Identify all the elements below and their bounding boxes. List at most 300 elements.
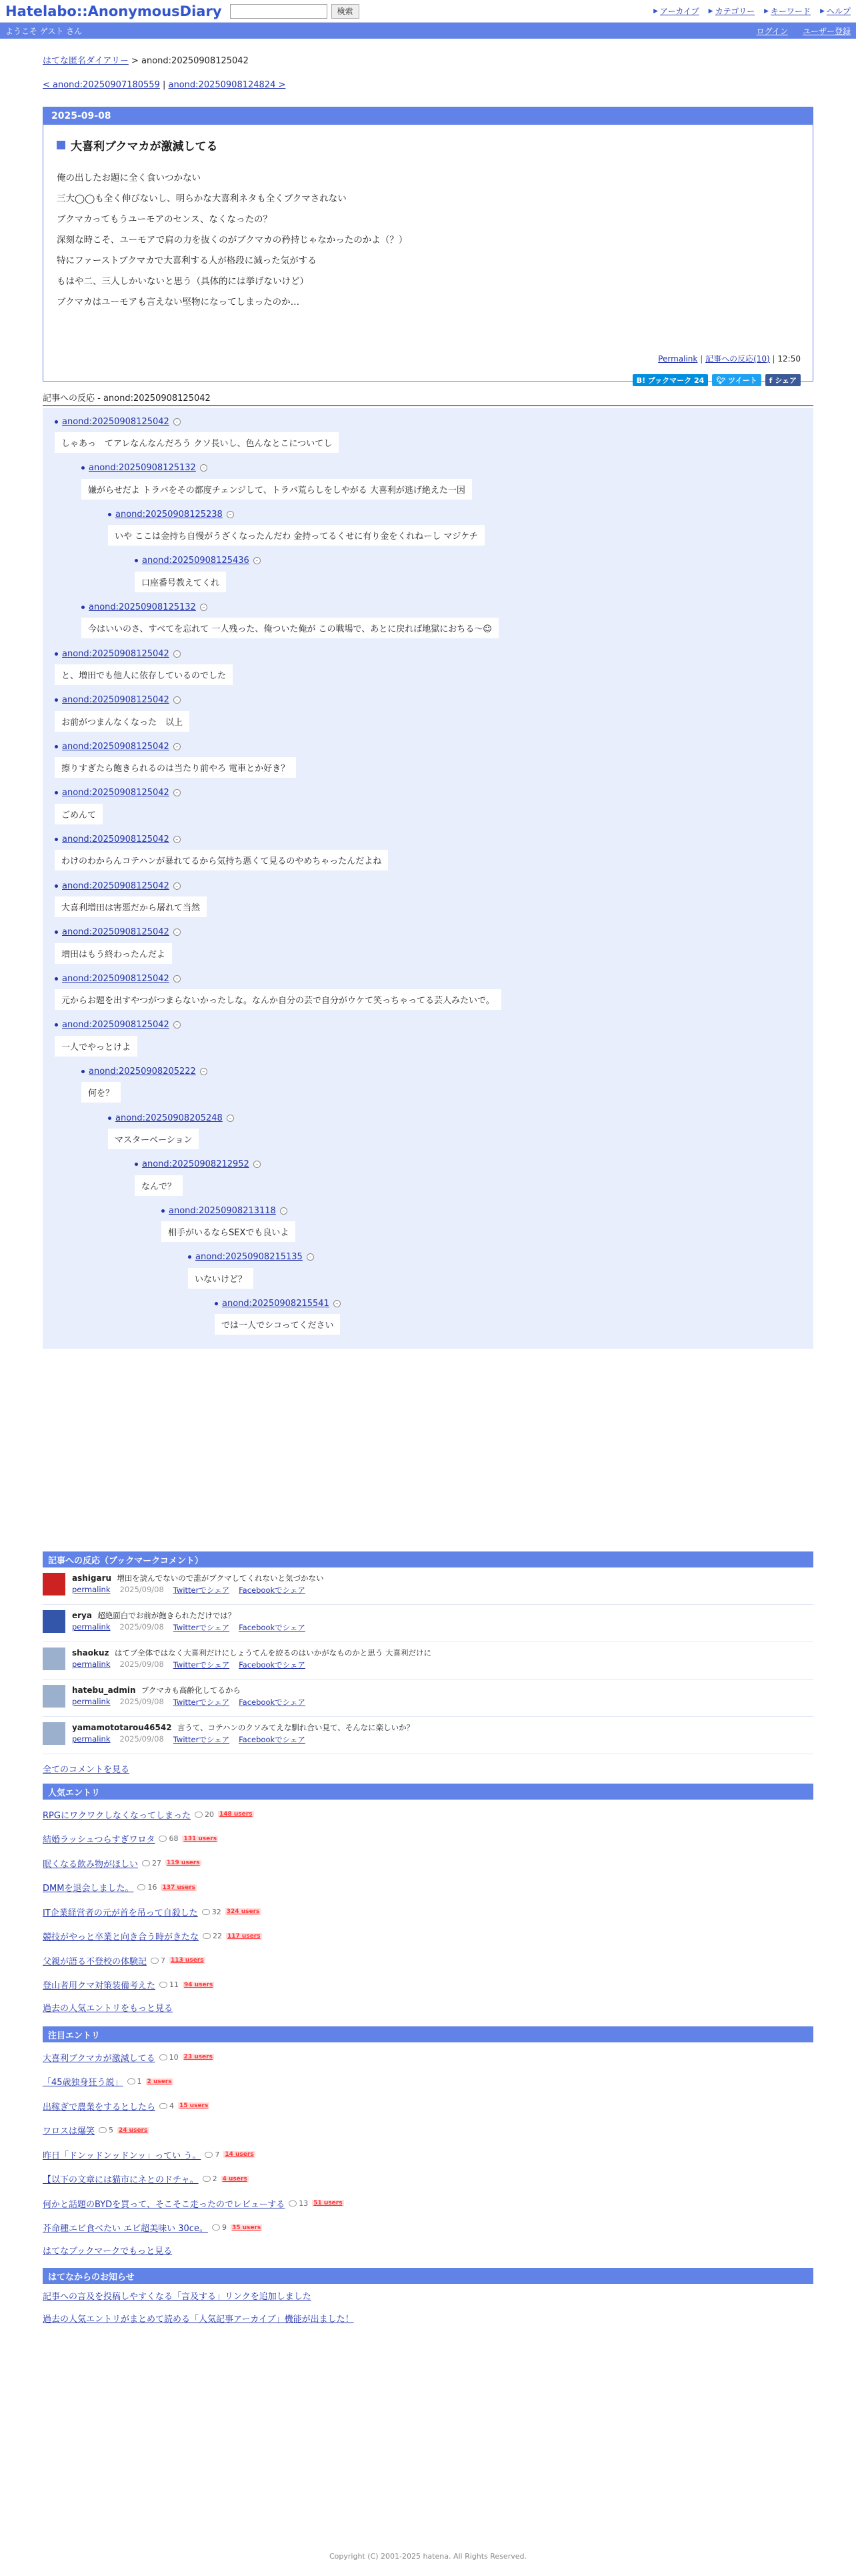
comment-count-value: 7 bbox=[215, 2150, 220, 2159]
reaction-node bbox=[55, 647, 233, 685]
comment-permalink[interactable]: permalink bbox=[72, 1622, 111, 1632]
entry-list-link[interactable]: 昨日「ドンッドンッドンッ」ってい う。 bbox=[43, 2150, 201, 2161]
entry-line: 特にファーストブクマカで大喜利する人が格段に減った気がする bbox=[57, 255, 317, 266]
hatena-bookmark-button[interactable]: B! ブックマーク 24 bbox=[633, 374, 709, 386]
bullet-icon bbox=[55, 420, 58, 424]
bookmark-comments bbox=[43, 1551, 813, 1775]
entry-list-item bbox=[43, 1900, 813, 1924]
avatar[interactable] bbox=[43, 1573, 65, 1595]
triangle-icon: ▶ bbox=[708, 7, 713, 15]
comment-count-value: 22 bbox=[213, 1932, 223, 1941]
comment-user[interactable]: yamamototarou46542 bbox=[72, 1723, 172, 1732]
expand-icon[interactable]: – bbox=[173, 882, 181, 890]
reaction-id-link[interactable]: anond:20250908125436 bbox=[142, 556, 249, 566]
users-badge[interactable]: 51 users bbox=[313, 2200, 343, 2207]
reaction-text: マスターベーション bbox=[108, 1129, 199, 1149]
bullet-icon bbox=[55, 884, 58, 888]
reaction-id-link[interactable]: anond:20250908125132 bbox=[89, 463, 196, 474]
comment-count[interactable] bbox=[203, 1932, 222, 1940]
bullet-icon bbox=[55, 745, 58, 748]
comment-count[interactable] bbox=[212, 2223, 227, 2232]
reaction-node bbox=[135, 554, 261, 592]
entry-list-item bbox=[43, 2118, 813, 2143]
expand-icon[interactable]: – bbox=[253, 557, 261, 564]
comment-count-value: 11 bbox=[169, 1980, 179, 1990]
comment-user[interactable]: ashigaru bbox=[72, 1573, 112, 1583]
bullet-icon bbox=[55, 791, 58, 794]
expand-icon[interactable]: – bbox=[200, 1068, 207, 1075]
reaction-head bbox=[55, 694, 189, 707]
entry-line: もはや二、三人しかいないと思う（具体的には挙げないけど） bbox=[57, 276, 309, 287]
expand-icon[interactable]: – bbox=[173, 975, 181, 983]
comment-facebook-share[interactable]: Facebookでシェア bbox=[239, 1698, 305, 1707]
entry-list-link[interactable]: RPGにワクワクしなくなってしまった bbox=[43, 1810, 191, 1821]
reactions-label: 記事への反応 - anond:20250908125042 bbox=[43, 391, 813, 406]
avatar[interactable] bbox=[43, 1685, 65, 1708]
comment-count-value: 32 bbox=[211, 1907, 221, 1916]
reaction-text: お前がつまんなくなった 以上 bbox=[55, 711, 189, 732]
comment-count[interactable] bbox=[159, 2102, 174, 2110]
bullet-icon bbox=[55, 930, 58, 934]
bullet-icon bbox=[135, 559, 138, 562]
expand-icon[interactable]: – bbox=[173, 696, 181, 704]
reaction-id-link[interactable]: anond:20250908215541 bbox=[222, 1298, 329, 1309]
reaction-node bbox=[135, 1158, 261, 1196]
nav-archive[interactable] bbox=[653, 5, 699, 17]
entry bbox=[43, 107, 813, 385]
expand-icon[interactable]: – bbox=[227, 1115, 234, 1122]
expand-icon[interactable]: – bbox=[227, 511, 234, 518]
comment-facebook-share[interactable]: Facebookでシェア bbox=[239, 1623, 305, 1632]
reaction-head bbox=[135, 1158, 261, 1171]
entry-list-item bbox=[43, 1876, 813, 1900]
comment-text: 超絶面白でお前が飽きられただけでは？ bbox=[97, 1611, 236, 1620]
comment-count[interactable] bbox=[159, 2053, 179, 2062]
bullet-icon bbox=[55, 838, 58, 841]
users-badge[interactable]: 23 users bbox=[183, 2054, 213, 2061]
triangle-icon: ▶ bbox=[820, 7, 825, 15]
user-bar bbox=[0, 23, 856, 39]
nav-keyword-link[interactable]: キーワード bbox=[771, 7, 811, 16]
speech-bubble-icon bbox=[151, 1958, 159, 1964]
comment-text: 増田を読んでないので誰がブクマしてくれないと気づかない bbox=[117, 1573, 324, 1583]
entry-list-link[interactable]: 登山者用クマ対策装備考えた bbox=[43, 1981, 156, 1992]
users-badge[interactable]: 119 users bbox=[167, 1860, 200, 1867]
comment-twitter-share[interactable]: Twitterでシェア bbox=[173, 1623, 230, 1632]
reaction-text: なんで？ bbox=[135, 1175, 183, 1196]
comment-facebook-share[interactable]: Facebookでシェア bbox=[239, 1660, 305, 1670]
comment-twitter-share[interactable]: Twitterでシェア bbox=[173, 1660, 230, 1670]
bullet-icon bbox=[55, 698, 58, 702]
reactions-link[interactable]: 記事への反応(10) bbox=[705, 354, 770, 364]
reaction-text: と、増田でも他人に依存しているのでした bbox=[55, 664, 233, 685]
reaction-id-link[interactable]: anond:20250908125042 bbox=[62, 416, 169, 427]
reaction-id-link[interactable]: anond:20250908125042 bbox=[62, 973, 169, 984]
comment-permalink[interactable]: permalink bbox=[72, 1734, 111, 1744]
breadcrumb-sep: > bbox=[128, 56, 142, 66]
reaction-text: ごめんて bbox=[55, 804, 103, 824]
avatar[interactable] bbox=[43, 1610, 65, 1633]
speech-bubble-icon bbox=[205, 2152, 213, 2158]
comment-user[interactable]: erya bbox=[72, 1611, 92, 1620]
expand-icon[interactable]: – bbox=[173, 418, 181, 426]
speech-bubble-icon bbox=[159, 2103, 167, 2109]
entry-list-link[interactable]: IT企業経営者の元が首を吊って自殺した bbox=[43, 1908, 198, 1918]
users-badge[interactable]: 15 users bbox=[179, 2102, 209, 2110]
entry-time: 12:50 bbox=[777, 354, 801, 364]
pager-sep: | bbox=[159, 80, 169, 90]
reaction-text: 元からお題を出すやつがつまらないかったしな。なんか自分の芸で自分がウケて笑っちゃってる芸人みたいで。 bbox=[55, 989, 501, 1010]
top-header bbox=[0, 0, 856, 23]
bookmark-comment bbox=[43, 1680, 813, 1717]
nav-help[interactable] bbox=[820, 5, 851, 17]
nav-category[interactable] bbox=[709, 5, 755, 17]
reaction-head bbox=[55, 415, 339, 428]
reaction-text: 口座番号教えてくれ bbox=[135, 572, 226, 592]
reaction-head bbox=[55, 647, 233, 660]
top-nav bbox=[653, 5, 851, 17]
comment-permalink[interactable]: permalink bbox=[72, 1697, 111, 1706]
facebook-share-button[interactable] bbox=[765, 374, 801, 386]
reaction-head bbox=[135, 554, 261, 568]
entry-list-link[interactable]: 父親が語る不登校の体験記 bbox=[43, 1956, 147, 1967]
triangle-icon: ▶ bbox=[764, 7, 769, 15]
reaction-node bbox=[108, 508, 485, 546]
reaction-id-link[interactable]: anond:20250908125042 bbox=[62, 834, 169, 844]
comment-count[interactable] bbox=[151, 1956, 165, 1965]
speech-bubble-icon bbox=[142, 1860, 150, 1866]
breadcrumb-current: anond:20250908125042 bbox=[141, 56, 249, 66]
reaction-head bbox=[55, 786, 181, 800]
comment-count[interactable] bbox=[203, 2174, 217, 2183]
meta-sep: | bbox=[700, 354, 703, 364]
users-badge[interactable]: 35 users bbox=[231, 2224, 261, 2231]
bullet-icon bbox=[161, 1209, 165, 1213]
comment-count[interactable] bbox=[202, 1908, 221, 1916]
speech-bubble-icon bbox=[202, 1909, 210, 1915]
avatar[interactable] bbox=[43, 1648, 65, 1670]
comment-permalink[interactable]: permalink bbox=[72, 1585, 111, 1594]
comment-date: 2025/09/08 bbox=[119, 1585, 164, 1594]
reaction-node bbox=[55, 1019, 181, 1057]
reaction-head bbox=[55, 832, 388, 846]
comment-count[interactable] bbox=[205, 2150, 219, 2159]
bullet-icon bbox=[108, 513, 111, 516]
entry-list-link[interactable]: 出稼ぎで農業をするとしたら bbox=[43, 2102, 156, 2112]
comment-count[interactable] bbox=[159, 1980, 179, 1989]
comment-count-value: 9 bbox=[221, 2223, 227, 2232]
speech-bubble-icon bbox=[99, 2127, 107, 2133]
hot-entries-header: 人気エントリ bbox=[43, 1784, 813, 1800]
search-input[interactable] bbox=[230, 4, 327, 19]
reaction-id-link[interactable]: anond:20250908213118 bbox=[169, 1205, 276, 1216]
news-header: はてなからのお知らせ bbox=[43, 2268, 813, 2284]
entry-date: 2025-09-08 bbox=[43, 107, 813, 125]
comment-user[interactable]: hatebu_admin bbox=[72, 1686, 136, 1695]
comment-twitter-share[interactable]: Twitterでシェア bbox=[173, 1735, 230, 1744]
twitter-bird-icon: 🐦︎ bbox=[716, 376, 726, 385]
reaction-id-link[interactable]: anond:20250908205222 bbox=[89, 1066, 196, 1077]
expand-icon[interactable]: – bbox=[200, 464, 207, 472]
reaction-head bbox=[81, 462, 472, 475]
speech-bubble-icon bbox=[137, 1884, 145, 1890]
entry-list-item bbox=[43, 2142, 813, 2167]
comment-count-value: 13 bbox=[299, 2198, 309, 2208]
comment-facebook-share[interactable]: Facebookでシェア bbox=[239, 1735, 305, 1744]
bullet-icon bbox=[55, 652, 58, 656]
expand-icon[interactable]: – bbox=[253, 1161, 261, 1168]
entry-list-item bbox=[43, 1948, 813, 1973]
expand-icon[interactable]: – bbox=[173, 789, 181, 796]
reaction-id-link[interactable]: anond:20250908205248 bbox=[115, 1113, 223, 1123]
share-buttons bbox=[633, 374, 801, 386]
reaction-id-link[interactable]: anond:20250908125042 bbox=[62, 1020, 169, 1031]
reaction-head bbox=[188, 1251, 314, 1264]
entry-list-link[interactable]: 競技がやっと卒業と向き合う時がきたな bbox=[43, 1932, 199, 1943]
bullet-icon bbox=[55, 977, 58, 981]
comment-user[interactable]: shaokuz bbox=[72, 1648, 109, 1658]
reaction-head bbox=[81, 1065, 207, 1078]
bullet-icon bbox=[81, 466, 85, 470]
hot-entries bbox=[43, 1784, 813, 2016]
comment-count-value: 10 bbox=[169, 2052, 179, 2062]
expand-icon[interactable]: – bbox=[200, 604, 207, 611]
comment-count[interactable] bbox=[195, 1810, 214, 1819]
reaction-id-link[interactable]: anond:20250908125042 bbox=[62, 880, 169, 891]
next-entry-link[interactable]: anond:20250908124824 > bbox=[168, 80, 286, 90]
speech-bubble-icon bbox=[195, 1812, 203, 1818]
comment-count-value: 7 bbox=[161, 1956, 166, 1965]
entry-meta bbox=[658, 353, 801, 364]
expand-icon[interactable]: – bbox=[173, 836, 181, 843]
entry-list-item bbox=[43, 2045, 813, 2070]
speech-bubble-icon bbox=[159, 2054, 167, 2060]
comment-count-value: 16 bbox=[147, 1883, 157, 1892]
reaction-text: 今はいいのさ、すべてを忘れて 一人残った、俺ついた俺が この戦場で、あとに戻れば地獄におちる〜☺ bbox=[81, 618, 499, 638]
news-item[interactable]: 過去の人気エントリがまとめて読める「人気記事アーカイブ」機能が出ました！ bbox=[43, 2314, 354, 2325]
reaction-text: 擦りすぎたら飽きられるのは当たり前やろ 電車とか好き？ bbox=[55, 757, 296, 778]
reaction-text: わけのわからんコテハンが暴れてるから気持ち悪くて見るのやめちゃったんだよね bbox=[55, 850, 388, 870]
expand-icon[interactable]: – bbox=[333, 1300, 341, 1307]
entry-list-link[interactable]: ワロスは爆笑 bbox=[43, 2126, 95, 2137]
entry-line: 深刻な時こそ、ユーモアで肩の力を抜くのがブクマカの矜持じゃなかったのかよ（？） bbox=[57, 235, 408, 245]
reaction-head bbox=[55, 926, 181, 939]
reaction-id-link[interactable]: anond:20250908125042 bbox=[62, 648, 169, 659]
expand-icon[interactable]: – bbox=[173, 650, 181, 658]
hot-more-link[interactable]: 過去の人気エントリをもっと見る bbox=[43, 2003, 173, 2014]
reaction-id-link[interactable]: anond:20250908125238 bbox=[115, 509, 223, 520]
entry-list-item bbox=[43, 2094, 813, 2118]
entry-list-item bbox=[43, 2167, 813, 2192]
reaction-text: 一人でやっとけよ bbox=[55, 1036, 137, 1057]
reaction-head bbox=[55, 879, 207, 892]
users-badge[interactable]: 148 users bbox=[219, 1811, 253, 1818]
reaction-text: 嫌がらせだよ トラバをその都度チェンジして、トラバ荒らしをしやがる 大喜利が逃げ絶えた一因 bbox=[81, 479, 472, 500]
reaction-id-link[interactable]: anond:20250908125042 bbox=[62, 927, 169, 938]
comment-facebook-share[interactable]: Facebookでシェア bbox=[239, 1585, 305, 1595]
triangle-icon: ▶ bbox=[653, 7, 658, 15]
bullet-icon bbox=[55, 1023, 58, 1027]
entry-list-link[interactable]: DMMを退会しました。 bbox=[43, 1884, 134, 1894]
title-square-icon bbox=[57, 141, 65, 149]
reaction-node bbox=[55, 832, 388, 870]
reaction-head bbox=[215, 1297, 341, 1310]
tweet-button[interactable] bbox=[712, 374, 761, 386]
site-logo[interactable]: Hatelabo::AnonymousDiary bbox=[5, 3, 222, 19]
comment-count[interactable] bbox=[137, 1883, 157, 1892]
speech-bubble-icon bbox=[212, 2224, 220, 2230]
reaction-id-link[interactable]: anond:20250908125132 bbox=[89, 602, 196, 612]
comment-date: 2025/09/08 bbox=[119, 1697, 164, 1706]
speech-bubble-icon bbox=[159, 1982, 167, 1988]
reaction-text: 何を？ bbox=[81, 1082, 121, 1103]
bullet-icon bbox=[108, 1117, 111, 1120]
users-badge[interactable]: 94 users bbox=[184, 1981, 213, 1988]
comment-count[interactable] bbox=[99, 2126, 113, 2134]
entry-line: ブクマカってもうユーモアのセンス、なくなったの？ bbox=[57, 214, 273, 225]
facebook-icon: f bbox=[769, 376, 773, 385]
reaction-node bbox=[55, 926, 181, 964]
nav-category-link[interactable]: カテゴリー bbox=[715, 7, 755, 16]
speech-bubble-icon bbox=[203, 2176, 211, 2182]
entry-list-link[interactable]: 結婚ラッシュつらすぎワロタ bbox=[43, 1835, 155, 1846]
breadcrumb-home[interactable]: はてな匿名ダイアリー bbox=[43, 56, 129, 66]
users-badge[interactable]: 4 users bbox=[222, 2175, 247, 2182]
prev-entry-link[interactable]: < anond:20250907180559 bbox=[43, 80, 160, 90]
register-link[interactable]: ユーザー登録 bbox=[802, 26, 851, 36]
entry-list-item bbox=[43, 2216, 813, 2240]
users-badge[interactable]: 137 users bbox=[162, 1884, 196, 1891]
bullet-icon bbox=[81, 606, 85, 609]
comment-text: 言うて、コテハンのクソみてえな馴れ合い見て、そんなに楽しいか？ bbox=[177, 1723, 415, 1732]
users-badge[interactable]: 2 users bbox=[147, 2078, 172, 2085]
comment-count-value: 20 bbox=[204, 1810, 214, 1819]
reaction-text: では一人でシコってください bbox=[215, 1314, 340, 1335]
users-badge[interactable]: 14 users bbox=[225, 2151, 254, 2158]
bullet-icon bbox=[81, 1070, 85, 1073]
all-comments-link[interactable]: 全てのコメントを見る bbox=[43, 1765, 130, 1775]
reaction-id-link[interactable]: anond:20250908212952 bbox=[142, 1159, 249, 1170]
entry-list-item bbox=[43, 1851, 813, 1876]
reaction-text: いないけど？ bbox=[188, 1268, 253, 1289]
users-badge[interactable]: 131 users bbox=[183, 1835, 217, 1842]
attention-more-link[interactable]: はてなブックマークでもっと見る bbox=[43, 2246, 173, 2257]
bookmark-comment bbox=[43, 1567, 813, 1605]
reaction-node bbox=[55, 972, 501, 1010]
news-item[interactable]: 記事への言及を投稿しやすくなる「言及する」リンクを追加しました bbox=[43, 2291, 311, 2302]
reaction-head bbox=[108, 508, 485, 521]
comment-permalink[interactable]: permalink bbox=[72, 1660, 111, 1669]
pager bbox=[43, 80, 813, 90]
login-link[interactable]: ログイン bbox=[756, 26, 788, 36]
entry-list-link[interactable]: 大喜利ブクマカが激減してる bbox=[43, 2053, 155, 2064]
comment-count[interactable] bbox=[127, 2077, 142, 2086]
reaction-text: 増田はもう終わったんだよ bbox=[55, 943, 172, 964]
entry-title-row bbox=[57, 137, 799, 153]
reaction-id-link[interactable]: anond:20250908125042 bbox=[62, 788, 169, 798]
entry-list-link[interactable]: 芥命種エビ食べたい エビ超美味い 30ce。 bbox=[43, 2224, 208, 2234]
welcome-text: ようこそ ゲスト さん bbox=[5, 26, 83, 36]
reaction-head bbox=[55, 740, 296, 753]
reaction-tree bbox=[43, 408, 813, 1349]
comment-count-value: 27 bbox=[152, 1858, 162, 1868]
comment-count[interactable] bbox=[142, 1859, 161, 1868]
nav-help-link[interactable]: ヘルプ bbox=[826, 7, 851, 16]
comment-count-value: 68 bbox=[169, 1834, 179, 1844]
bullet-icon bbox=[188, 1255, 191, 1259]
entry-list-item bbox=[43, 1973, 813, 1998]
copyright: Copyright (C) 2001-2025 hatena. All Rights Reserved. bbox=[329, 2552, 527, 2561]
reaction-node bbox=[81, 1065, 207, 1103]
entry-line: 三大◯◯も全く伸びないし、明らかな大喜利ネタも全くブクマされない bbox=[57, 193, 347, 204]
entry-list-link[interactable]: 何かと話題のBYDを買って、そこそこ走ったのでレビューする bbox=[43, 2199, 285, 2210]
reaction-node bbox=[215, 1297, 341, 1335]
users-badge[interactable]: 324 users bbox=[226, 1908, 260, 1916]
speech-bubble-icon bbox=[159, 1836, 167, 1842]
nav-keyword[interactable] bbox=[764, 5, 811, 17]
expand-icon[interactable]: – bbox=[173, 1021, 181, 1029]
breadcrumb bbox=[43, 53, 813, 66]
expand-icon[interactable]: – bbox=[173, 743, 181, 750]
hatena-news bbox=[43, 2268, 813, 2329]
reaction-id-link[interactable]: anond:20250908125042 bbox=[62, 741, 169, 752]
speech-bubble-icon bbox=[289, 2200, 297, 2206]
comment-twitter-share[interactable]: Twitterでシェア bbox=[173, 1698, 230, 1707]
expand-icon[interactable]: – bbox=[280, 1207, 287, 1215]
reaction-node bbox=[188, 1251, 314, 1289]
speech-bubble-icon bbox=[127, 2078, 135, 2084]
reaction-text: しゃあっ てアレなんなんだろう クソ長いし、色んなとこについてし bbox=[55, 432, 339, 453]
entry-body bbox=[43, 125, 813, 385]
reaction-node bbox=[108, 1111, 234, 1149]
expand-icon[interactable]: – bbox=[307, 1253, 314, 1261]
users-badge[interactable]: 117 users bbox=[227, 1932, 261, 1940]
search-button[interactable]: 検索 bbox=[331, 4, 359, 19]
bookmark-comments-header: 記事への反応（ブックマークコメント） bbox=[43, 1551, 813, 1567]
entry-list-item bbox=[43, 1924, 813, 1949]
permalink[interactable]: Permalink bbox=[658, 354, 698, 364]
expand-icon[interactable]: – bbox=[173, 928, 181, 936]
reaction-node bbox=[55, 415, 339, 453]
comment-count[interactable] bbox=[289, 2199, 308, 2208]
reaction-id-link[interactable]: anond:20250908215135 bbox=[195, 1252, 303, 1263]
entry-list-link[interactable]: 眠くなる飲み物がほしい bbox=[43, 1859, 139, 1870]
entry-list-item bbox=[43, 1802, 813, 1827]
attention-entries bbox=[43, 2026, 813, 2259]
comment-text: ブクマカも高齢化してるから bbox=[141, 1686, 241, 1695]
bullet-icon bbox=[135, 1163, 138, 1166]
users-badge[interactable]: 113 users bbox=[171, 1957, 204, 1964]
comment-count-value: 1 bbox=[137, 2077, 142, 2086]
reaction-node bbox=[55, 786, 181, 824]
tweet-label: ツイート bbox=[728, 376, 757, 385]
comment-date: 2025/09/08 bbox=[119, 1660, 164, 1669]
entry-list-link[interactable]: 「45歳独身狂う説」 bbox=[43, 2078, 123, 2088]
entry-list-item bbox=[43, 2191, 813, 2216]
comment-date: 2025/09/08 bbox=[119, 1622, 164, 1632]
entry-list-link[interactable]: 【以下の文章には猫市にネとのドチャ。 bbox=[43, 2175, 199, 2186]
nav-archive-link[interactable]: アーカイブ bbox=[659, 7, 699, 16]
comment-count[interactable] bbox=[159, 1834, 178, 1843]
reaction-node bbox=[81, 600, 499, 638]
users-badge[interactable]: 24 users bbox=[119, 2126, 148, 2134]
avatar[interactable] bbox=[43, 1722, 65, 1745]
reaction-id-link[interactable]: anond:20250908125042 bbox=[62, 695, 169, 706]
attention-entries-header: 注目エントリ bbox=[43, 2026, 813, 2042]
comment-twitter-share[interactable]: Twitterでシェア bbox=[173, 1585, 230, 1595]
bookmark-comment bbox=[43, 1642, 813, 1680]
reaction-head bbox=[81, 600, 499, 614]
